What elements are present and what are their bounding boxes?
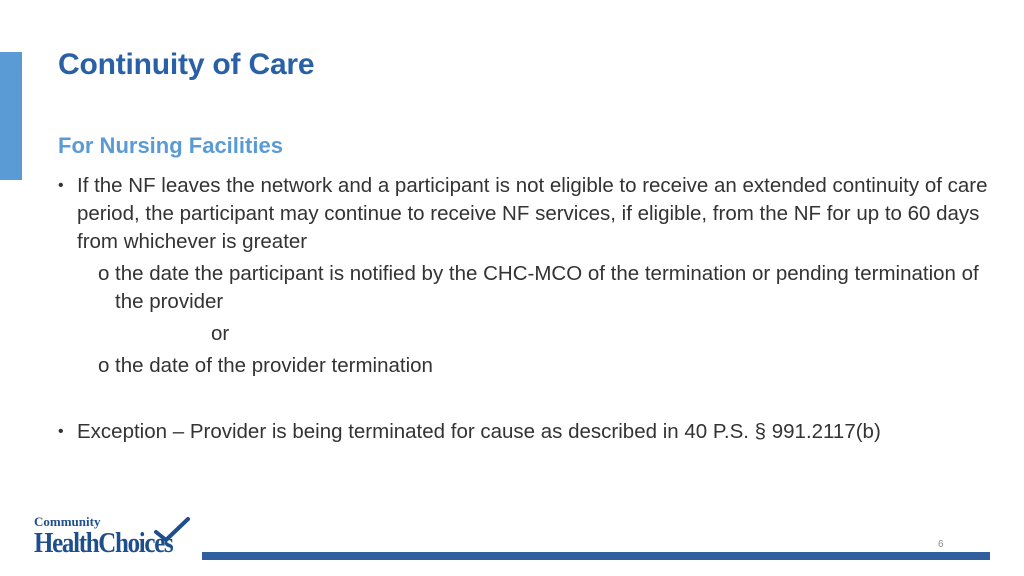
page-number: 6 (938, 539, 944, 550)
footer-bar (202, 552, 990, 560)
bullet-text: If the NF leaves the network and a participant is not eligible to receive an extended continuity of care period, the participant may continue to receive NF services, if eligible, from the NF for up to 60 days from whichever is greater (77, 174, 988, 253)
spacer (58, 380, 988, 418)
sub-bullet-text: the date of the provider termination (115, 354, 433, 377)
bullet-text: Exception – Provider is being terminated for cause as described in 40 P.S. § 991.2117(b) (77, 420, 881, 443)
slide-title: Continuity of Care (58, 48, 315, 81)
sub-bullet-marker: o (98, 354, 110, 377)
or-separator: or (211, 322, 230, 345)
sub-bullet-text: the date the participant is notified by the CHC-MCO of the termination or pending termination of the provider (115, 262, 979, 313)
bullet-glyph: • (58, 423, 64, 440)
sub-bullet-notified-date (58, 260, 988, 316)
sub-bullet-termination-date (58, 352, 988, 380)
logo-line-healthchoices: HealthChoices (34, 527, 173, 559)
bullet-item-nf-leaves-network (58, 172, 988, 256)
community-healthchoices-logo (34, 514, 196, 560)
checkmark-icon (150, 516, 192, 544)
left-accent-bar (0, 52, 22, 180)
slide-body (58, 172, 988, 446)
sub-bullet-marker: o (98, 262, 110, 285)
logo-line-community: Community (34, 514, 101, 529)
bullet-glyph: • (58, 177, 64, 194)
bullet-item-exception (58, 418, 988, 446)
section-subtitle: For Nursing Facilities (58, 133, 283, 158)
